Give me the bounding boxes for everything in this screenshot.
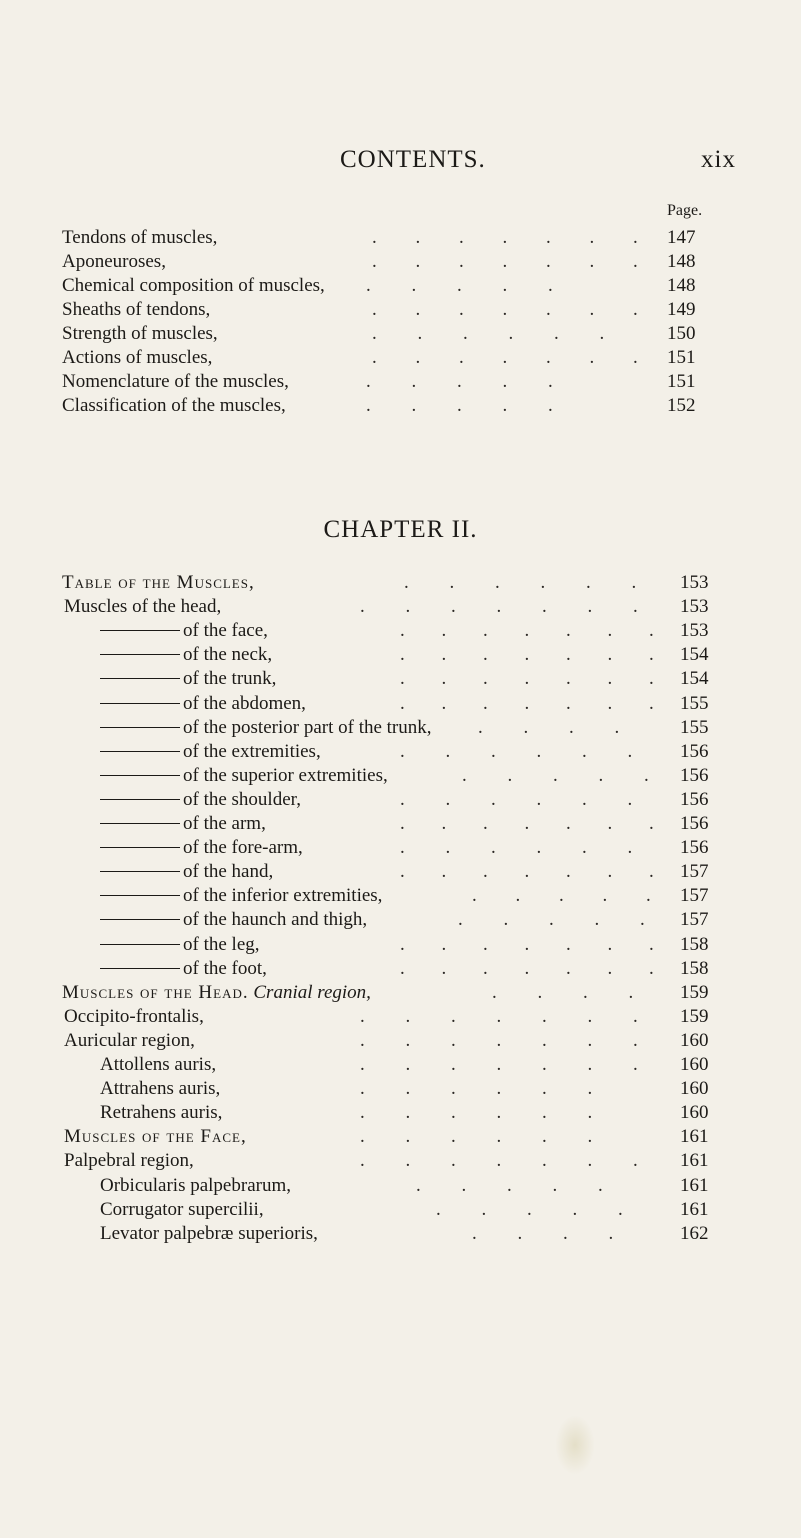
toc-entry [0, 909, 801, 931]
dot-leader: . . . . . . . [372, 251, 655, 272]
toc-entry-text: of the leg, [183, 934, 260, 955]
toc-entry-text: Aponeuroses, [62, 251, 166, 272]
toc-entry-title [100, 741, 321, 763]
toc-entry-title [100, 813, 266, 835]
dot-leader: . . . . . . . [400, 644, 670, 665]
toc-page-number: 155 [680, 693, 709, 714]
toc-entry-title [62, 227, 217, 249]
toc-entry-title [100, 1199, 264, 1221]
dot-leader: . . . . . . . [360, 1006, 656, 1027]
toc-entry-text: of the hand, [183, 861, 274, 882]
toc-page-number: 153 [680, 572, 709, 593]
toc-entry [0, 1223, 801, 1245]
toc-page-number: 152 [667, 395, 696, 416]
toc-page-number: 154 [680, 644, 709, 665]
dot-leader: . . . . . . . [372, 299, 655, 320]
toc-entry [0, 1078, 801, 1100]
toc-entry-text: of the abdomen, [183, 693, 306, 714]
toc-entry-title [100, 958, 267, 980]
toc-entry-title [100, 717, 432, 739]
toc-entry-title [62, 371, 289, 393]
dot-leader: . . . . . . . [360, 596, 656, 617]
toc-page-number: 154 [680, 668, 709, 689]
toc-entry-title [100, 885, 382, 907]
toc-page-number: 157 [680, 885, 709, 906]
toc-entry [0, 741, 801, 763]
toc-entry [0, 227, 801, 249]
toc-entry-title [62, 251, 166, 273]
dot-leader: . . . . . . . [400, 813, 670, 834]
dot-leader: . . . . [492, 982, 652, 1003]
dot-leader: . . . . . [366, 395, 571, 416]
dot-leader: . . . . . . . [400, 620, 670, 641]
toc-page-number: 160 [680, 1102, 709, 1123]
toc-page-number: 153 [680, 620, 709, 641]
toc-entry [0, 347, 801, 369]
toc-entry [0, 596, 801, 618]
toc-entry-text: Chemical composition of muscles, [62, 275, 325, 296]
toc-page-number: 160 [680, 1030, 709, 1051]
toc-page-number: 150 [667, 323, 696, 344]
ditto-rule [100, 703, 180, 704]
toc-page-number: 162 [680, 1223, 709, 1244]
toc-entry-text: Levator palpebræ superioris, [100, 1223, 318, 1244]
toc-entry-title [100, 934, 260, 956]
dot-leader: . . . . . [458, 909, 663, 930]
toc-page-number: 161 [680, 1150, 709, 1171]
toc-entry [0, 1102, 801, 1124]
ditto-rule [100, 847, 180, 848]
toc-page-number: 147 [667, 227, 696, 248]
toc-page-number: 157 [680, 861, 709, 882]
toc-entry-text: Palpebral region, [64, 1150, 194, 1171]
ditto-rule [100, 968, 180, 969]
dot-leader: . . . . . . . [400, 861, 670, 882]
toc-entry [0, 789, 801, 811]
toc-page-number: 156 [680, 789, 709, 810]
toc-entry-title [100, 789, 301, 811]
toc-entry-title [62, 275, 325, 297]
dot-leader: . . . . [478, 717, 638, 738]
toc-entry [0, 693, 801, 715]
toc-entry-title [100, 620, 268, 642]
toc-entry-text: of the fore-arm, [183, 837, 303, 858]
toc-entry-title [62, 323, 218, 345]
toc-entry-title [62, 299, 210, 321]
running-head [0, 146, 801, 182]
toc-entry-title [62, 572, 255, 594]
toc-entry-title [64, 1126, 247, 1148]
dot-leader: . . . . . . [404, 572, 655, 593]
toc-entry [0, 934, 801, 956]
dot-leader: . . . . . . . [400, 668, 670, 689]
toc-entry [0, 1030, 801, 1052]
toc-entry [0, 620, 801, 642]
toc-page-number: 155 [680, 717, 709, 738]
toc-entry-text: Occipito-frontalis, [64, 1006, 204, 1027]
dot-leader: . . . . . . [360, 1126, 611, 1147]
page-numeral: xix [701, 146, 736, 173]
toc-entry [0, 1126, 801, 1148]
toc-entry-title [100, 668, 276, 690]
ditto-rule [100, 678, 180, 679]
toc-entry-text: of the neck, [183, 644, 273, 665]
toc-page-number: 156 [680, 813, 709, 834]
toc-entry-text: of the extremities, [183, 741, 321, 762]
toc-entry-title [100, 1175, 291, 1197]
toc-entry [0, 885, 801, 907]
ditto-rule [100, 630, 180, 631]
toc-entry-title [100, 837, 303, 859]
dot-leader: . . . . . . . [400, 693, 670, 714]
ditto-rule [100, 727, 180, 728]
toc-entry-title [64, 1006, 204, 1028]
ditto-rule [100, 944, 180, 945]
toc-page-number: 160 [680, 1078, 709, 1099]
toc-entry-text: Retrahens auris, [100, 1102, 223, 1123]
toc-entry [0, 765, 801, 787]
dot-leader: . . . . . . [400, 789, 651, 810]
toc-page-number: 156 [680, 837, 709, 858]
toc-page-number: 151 [667, 347, 696, 368]
toc-entry-text: Classification of the muscles, [62, 395, 286, 416]
ditto-rule [100, 654, 180, 655]
toc-entry [0, 644, 801, 666]
dot-leader: . . . . . [472, 885, 668, 906]
ditto-rule [100, 823, 180, 824]
toc-entry-text: Auricular region, [64, 1030, 195, 1051]
toc-page-number: 156 [680, 765, 709, 786]
page-stain [555, 1415, 595, 1475]
toc-entry [0, 717, 801, 739]
ditto-rule [100, 895, 180, 896]
toc-page-number: 151 [667, 371, 696, 392]
toc-entry [0, 1199, 801, 1221]
toc-page-number: 149 [667, 299, 696, 320]
toc-entry-text: of the shoulder, [183, 789, 301, 810]
toc-entry-text: Tendons of muscles, [62, 227, 218, 248]
ditto-rule [100, 751, 180, 752]
toc-entry [0, 299, 801, 321]
toc-entry [0, 572, 801, 594]
ditto-rule [100, 799, 180, 800]
dot-leader: . . . . . . . [400, 958, 670, 979]
toc-entry-title [64, 596, 221, 618]
toc-entry-title [100, 1223, 318, 1245]
toc-entry-text: Orbicularis palpebrarum, [100, 1175, 291, 1196]
toc-entry [0, 251, 801, 273]
toc-entry-text: of the face, [183, 620, 268, 641]
ditto-rule [100, 775, 180, 776]
toc-entry-text: Corrugator supercilii, [100, 1199, 264, 1220]
toc-page-number: 157 [680, 909, 709, 930]
toc-entry-text: of the foot, [183, 958, 267, 979]
toc-entry [0, 1150, 801, 1172]
toc-entry-title [64, 1030, 195, 1052]
toc-entry-text: Actions of muscles, [62, 347, 213, 368]
toc-entry-title [100, 909, 367, 931]
dot-leader: . . . . . . [372, 323, 623, 344]
dot-leader: . . . . . [436, 1199, 641, 1220]
toc-entry-title [100, 861, 273, 883]
toc-page-number: 159 [680, 982, 709, 1003]
toc-page-number: 158 [680, 934, 709, 955]
toc-entry [0, 395, 801, 417]
toc-entry [0, 1006, 801, 1028]
dot-leader: . . . . . [416, 1175, 621, 1196]
dot-leader: . . . . . . . [400, 934, 670, 955]
dot-leader: . . . . . . . [372, 227, 655, 248]
toc-page-number: 161 [680, 1199, 709, 1220]
toc-entry-title [62, 347, 212, 369]
running-title: CONTENTS. [340, 146, 486, 173]
toc-entry [0, 837, 801, 859]
dot-leader: . . . . . . [360, 1078, 611, 1099]
dot-leader: . . . . . [366, 371, 571, 392]
dot-leader: . . . . . [462, 765, 667, 786]
dot-leader: . . . . . . . [372, 347, 655, 368]
toc-entry-text: Attollens auris, [100, 1054, 217, 1075]
toc-entry [0, 371, 801, 393]
toc-entry-title [100, 1078, 220, 1100]
page-column-label: Page. [667, 202, 703, 219]
dot-leader: . . . . . . [400, 741, 651, 762]
dot-leader: . . . . . . . [360, 1030, 656, 1051]
toc-entry-text: of the arm, [183, 813, 266, 834]
toc-entry [0, 958, 801, 980]
toc-entry-title [100, 1102, 222, 1124]
toc-entry-title [64, 1150, 194, 1172]
toc-entry-title [100, 765, 388, 787]
toc-entry-text: Attrahens auris, [100, 1078, 221, 1099]
toc-entry [0, 668, 801, 690]
toc-page-number: 148 [667, 251, 696, 272]
toc-entry-title [100, 1054, 216, 1076]
toc-entry-title [100, 644, 272, 666]
toc-entry-title [62, 982, 371, 1004]
toc-page-number: 160 [680, 1054, 709, 1075]
ditto-rule [100, 919, 180, 920]
toc-entry-text: Muscles of the head, [64, 596, 222, 617]
toc-entry-text: Muscles of the Head. [62, 982, 249, 1003]
toc-entry [0, 1054, 801, 1076]
toc-entry-text: of the superior extremities, [183, 765, 388, 786]
toc-entry-text: Nomenclature of the muscles, [62, 371, 289, 392]
toc-entry-text: of the haunch and thigh, [183, 909, 368, 930]
toc-entry-text: Strength of muscles, [62, 323, 218, 344]
toc-page-number: 161 [680, 1126, 709, 1147]
toc-entry [0, 1175, 801, 1197]
chapter-heading: CHAPTER II. [323, 516, 478, 543]
toc-entry [0, 813, 801, 835]
toc-page-number: 156 [680, 741, 709, 762]
toc-entry-subtitle: Cranial region, [253, 982, 371, 1003]
toc-page-number: 158 [680, 958, 709, 979]
toc-entry-text: of the posterior part of the trunk, [183, 717, 432, 738]
dot-leader: . . . . . . . [360, 1150, 656, 1171]
toc-entry-text: Table of the Muscles, [62, 572, 255, 593]
toc-entry [0, 275, 801, 297]
dot-leader: . . . . . [366, 275, 571, 296]
toc-entry-text: Muscles of the Face, [64, 1126, 247, 1147]
toc-page-number: 148 [667, 275, 696, 296]
toc-entry-title [62, 395, 286, 417]
dot-leader: . . . . . . [360, 1102, 611, 1123]
toc-entry [0, 982, 801, 1004]
toc-page-number: 153 [680, 596, 709, 617]
dot-leader: . . . . . . . [360, 1054, 656, 1075]
toc-page-number: 161 [680, 1175, 709, 1196]
toc-entry-title [100, 693, 306, 715]
toc-entry [0, 323, 801, 345]
toc-page-number: 159 [680, 1006, 709, 1027]
toc-entry [0, 861, 801, 883]
dot-leader: . . . . . . [400, 837, 651, 858]
toc-entry-text: Sheaths of tendons, [62, 299, 211, 320]
toc-entry-text: of the inferior extremities, [183, 885, 383, 906]
ditto-rule [100, 871, 180, 872]
dot-leader: . . . . [472, 1223, 632, 1244]
toc-entry-text: of the trunk, [183, 668, 277, 689]
